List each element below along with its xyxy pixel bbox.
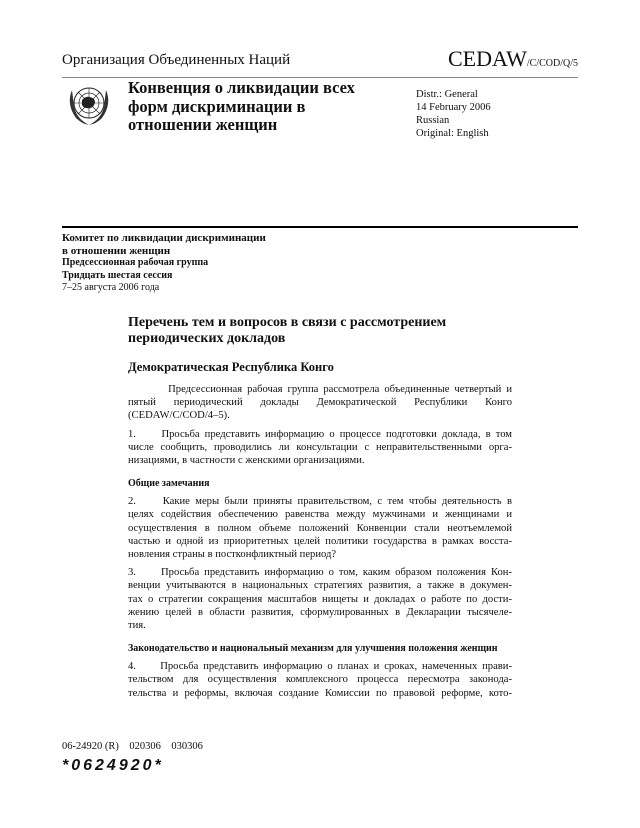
document-symbol — [448, 46, 578, 72]
un-emblem-icon — [64, 80, 114, 128]
section-divider — [62, 226, 578, 228]
symbol-main: CEDAW — [447, 46, 527, 71]
distribution-type: Distr.: General — [416, 89, 478, 100]
original-language: Original: English — [416, 128, 489, 139]
convention-title: Конвенция о ликвидации всех форм дискриминации в отношении женщин — [128, 78, 355, 134]
distribution-info — [416, 88, 491, 140]
paragraph-line: тельством для осуществления комплексного процесса пересмотра законода- — [128, 674, 512, 686]
section-subheading: Общие замечания — [128, 478, 210, 490]
section-subheading: Законодательство и национальный механизм для улучшения положения женщин — [128, 643, 498, 655]
session-dates: 7–25 августа 2006 года — [62, 282, 160, 293]
paragraph-line: осуществления в полном объеме положений Конвенции стали неотъемлемой — [128, 522, 512, 534]
organization-name: Организация Объединенных Наций — [62, 52, 291, 68]
committee-info — [62, 232, 266, 295]
committee-name-line2: в отношении женщин — [62, 244, 171, 257]
paragraph-line: пятый периодический доклады Демократической Республики Конго — [128, 397, 512, 409]
paragraph — [128, 566, 512, 632]
paragraph-line: (CEDAW/C/COD/4–5). — [128, 410, 230, 422]
paragraph-line: целях содействия обеспечению равенства между мужчинами и женщинами и — [128, 509, 512, 521]
paragraph-line: тия. — [128, 620, 146, 632]
paragraph — [128, 383, 512, 423]
document-heading: Перечень тем и вопросов в связи с рассмотрением периодических докладов — [128, 315, 447, 346]
paragraph-line: тах о стратегии сокращения масштабов нищеты и докладах о работе по дости- — [128, 593, 512, 605]
paragraph-line: числе сообщить, проводились ли консультации с неправительственными орга- — [128, 441, 512, 453]
session: Тридцать шестая сессия — [62, 269, 173, 281]
paragraph — [128, 495, 512, 561]
symbol-suffix: /C/COD/Q/5 — [526, 58, 578, 69]
paragraph-line: венции учитываются в национальных стратегиях развития, а также в докумен- — [128, 580, 512, 592]
paragraph-line: 3. Просьба представить информацию о том, каким образом положения Кон- — [128, 567, 512, 579]
paragraph-line: тельства и реформы, включая создание Комиссии по правовой реформе, кото- — [128, 687, 512, 699]
job-code: 06-24920 (R) 020306 030306 — [62, 741, 203, 752]
paragraph-line: Предсессионная рабочая группа рассмотрела объединенные четвертый и — [128, 384, 512, 395]
committee-name-line1: Комитет по ликвидации дискриминации — [62, 232, 266, 244]
paragraph-line: новления страны в постконфликтный период? — [128, 549, 337, 561]
paragraph-line: 1. Просьба представить информацию о процессе подготовки доклада, в том — [128, 428, 512, 440]
paragraph — [128, 428, 512, 468]
document-language: Russian — [416, 115, 450, 126]
paragraph-line: частью и одной из приоритетных целей политики государства в рамках восста- — [128, 535, 512, 547]
document-date: 14 February 2006 — [416, 102, 491, 113]
paragraph-line: 4. Просьба представить информацию о планах и сроках, намеченных прави- — [128, 661, 512, 673]
paragraph-line: низациями, в частности с женскими организациями. — [128, 455, 365, 467]
document-body — [128, 383, 512, 705]
paragraph-line: 2. Какие меры были приняты правительством, с тем чтобы деятельность в — [128, 496, 512, 508]
paragraph — [128, 660, 512, 700]
paragraph-line: жению целей в области развития, сформулированных в Декларации тысячеле- — [128, 606, 512, 618]
barcode-text: *0624920* — [62, 757, 164, 774]
country-name: Демократическая Республика Конго — [128, 360, 334, 374]
working-group: Предсессионная рабочая группа — [62, 257, 209, 268]
